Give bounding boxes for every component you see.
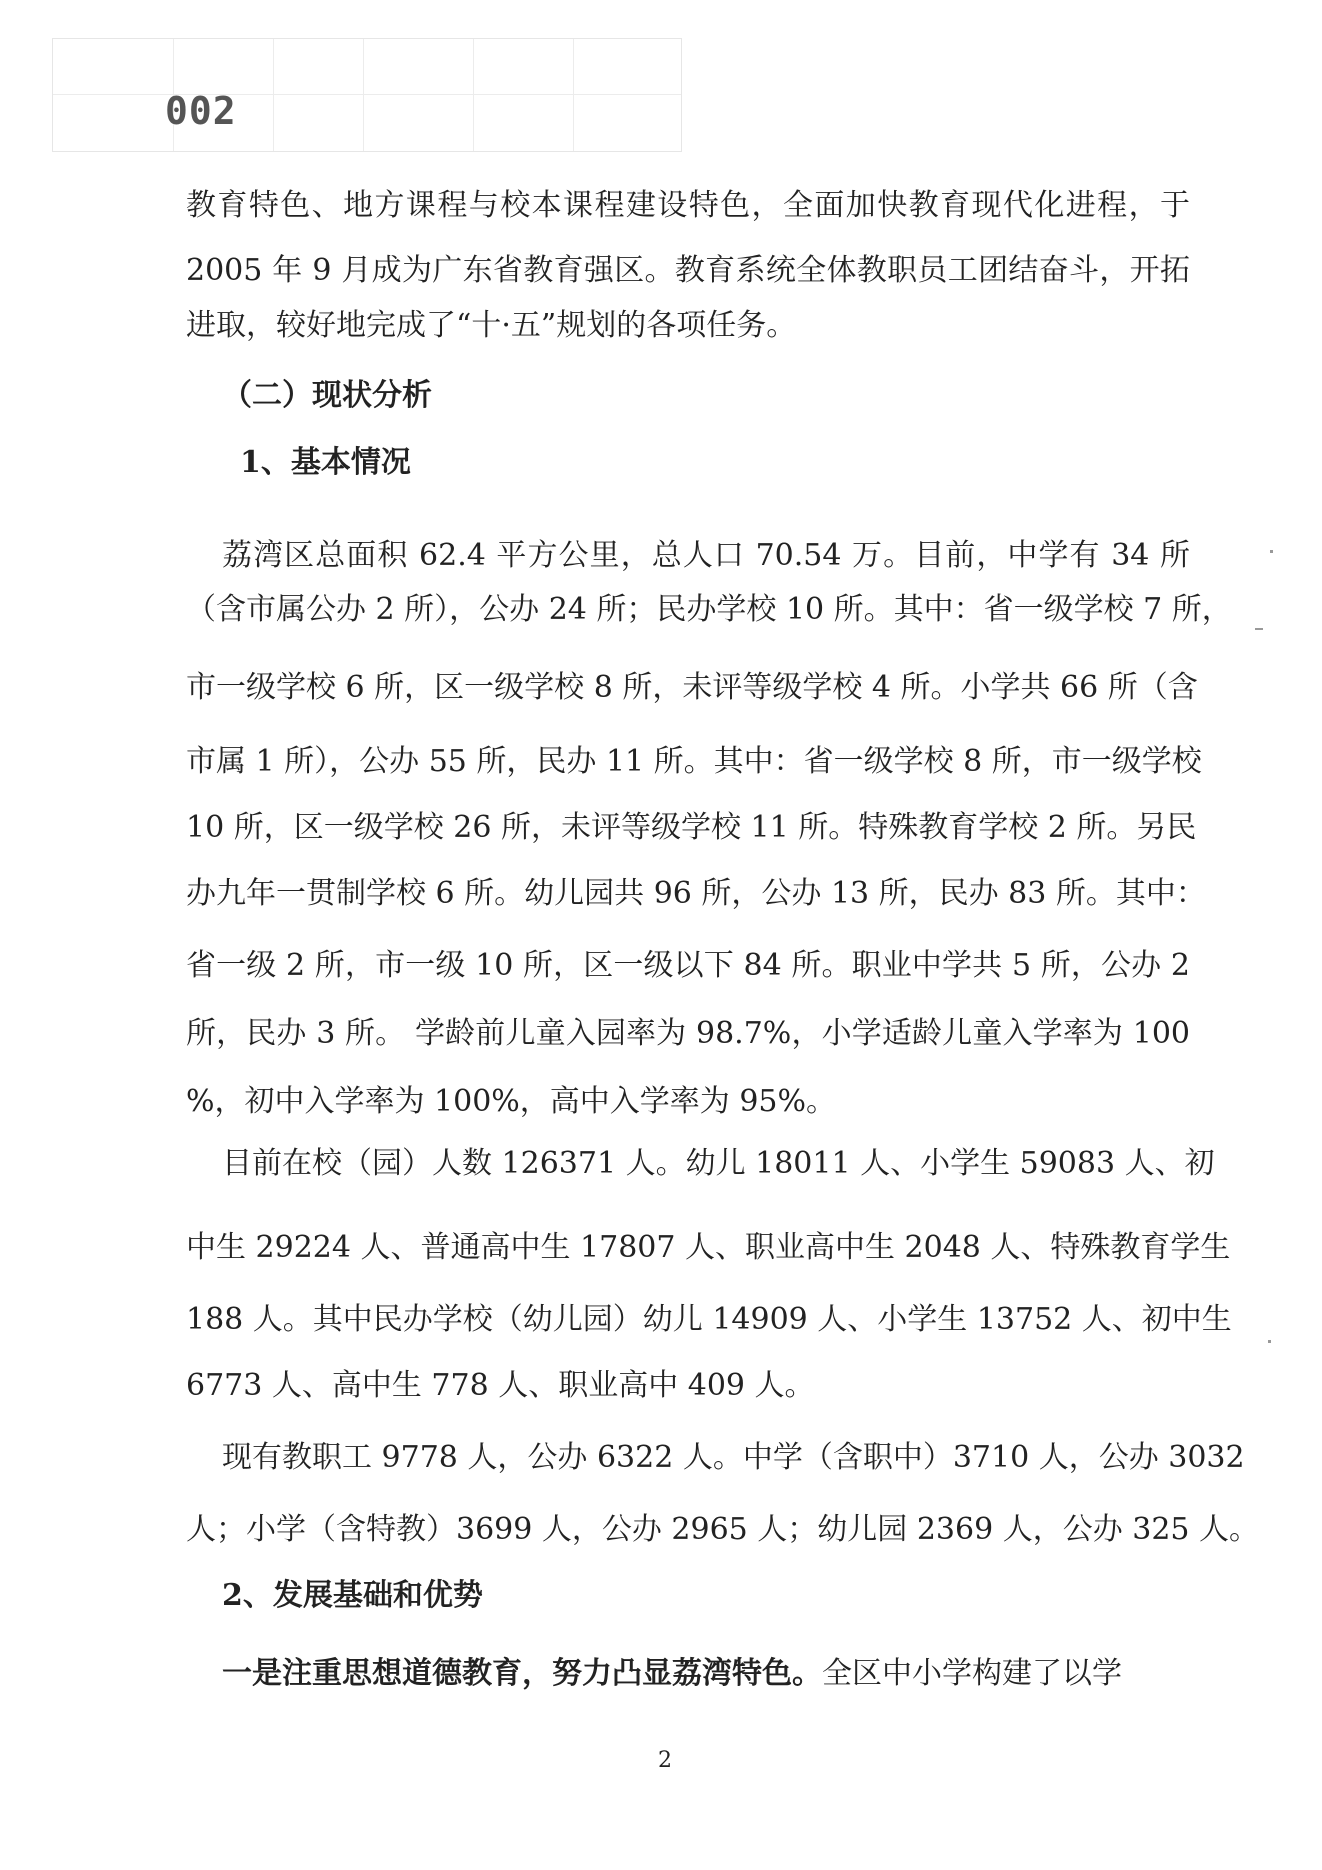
body-line: 现有教职工 9778 人，公办 6322 人。中学（含职中）3710 人，公办 3032 bbox=[222, 1440, 1245, 1475]
body-line: 荔湾区总面积 62.4 平方公里，总人口 70.54 万。目前，中学有 34 所 bbox=[222, 538, 1190, 573]
body-line: 2005 年 9 月成为广东省教育强区。教育系统全体教职员工团结奋斗，开拓 bbox=[186, 253, 1190, 288]
page-number: 2 bbox=[658, 1748, 672, 1773]
scan-speck bbox=[1255, 628, 1263, 630]
body-line bbox=[222, 1654, 1190, 1694]
line-rest: 全区中小学构建了以学 bbox=[822, 1656, 1122, 1691]
scan-speck bbox=[1270, 550, 1273, 553]
bold-lead: 一是注重思想道德教育，努力凸显荔湾特色。 bbox=[222, 1656, 822, 1691]
section-heading: （二）现状分析 bbox=[222, 378, 432, 413]
body-line: 目前在校（园）人数 126371 人。幼儿 18011 人、小学生 59083 人、初 bbox=[222, 1146, 1215, 1181]
body-line: 进取，较好地完成了“十·五”规划的各项任务。 bbox=[186, 308, 797, 343]
stamp-number: 002 bbox=[165, 89, 237, 133]
body-line: %，初中入学率为 100%，高中入学率为 95%。 bbox=[186, 1084, 837, 1119]
body-line: 省一级 2 所，市一级 10 所，区一级以下 84 所。职业中学共 5 所，公办 2 bbox=[186, 948, 1190, 983]
body-line: 188 人。其中民办学校（幼儿园）幼儿 14909 人、小学生 13752 人、初中生 bbox=[186, 1302, 1232, 1337]
body-line: 办九年一贯制学校 6 所。幼儿园共 96 所，公办 13 所，民办 83 所。其中： bbox=[186, 876, 1206, 911]
scan-speck bbox=[1268, 1340, 1271, 1343]
body-line: 10 所，区一级学校 26 所，未评等级学校 11 所。特殊教育学校 2 所。另民 bbox=[186, 810, 1197, 845]
body-line: 中生 29224 人、普通高中生 17807 人、职业高中生 2048 人、特殊教育学生 bbox=[186, 1230, 1231, 1265]
body-line: 教育特色、地方课程与校本课程建设特色，全面加快教育现代化进程，于 bbox=[186, 188, 1190, 223]
archive-stamp bbox=[52, 38, 682, 152]
body-line: 所，民办 3 所。 学龄前儿童入园率为 98.7%，小学适龄儿童入学率为 100 bbox=[186, 1016, 1190, 1051]
body-line: 人；小学（含特教）3699 人，公办 2965 人；幼儿园 2369 人，公办 325 人。 bbox=[186, 1512, 1260, 1547]
body-line: 市一级学校 6 所，区一级学校 8 所，未评等级学校 4 所。小学共 66 所（含 bbox=[186, 670, 1198, 705]
body-line: （含市属公办 2 所），公办 24 所；民办学校 10 所。其中：省一级学校 7 所， bbox=[186, 592, 1232, 627]
subsection-heading: 1、基本情况 bbox=[240, 445, 411, 480]
subsection-heading: 2、发展基础和优势 bbox=[222, 1578, 483, 1613]
body-line: 市属 1 所），公办 55 所，民办 11 所。其中：省一级学校 8 所，市一级学校 bbox=[186, 744, 1202, 779]
body-line: 6773 人、高中生 778 人、职业高中 409 人。 bbox=[186, 1368, 815, 1403]
